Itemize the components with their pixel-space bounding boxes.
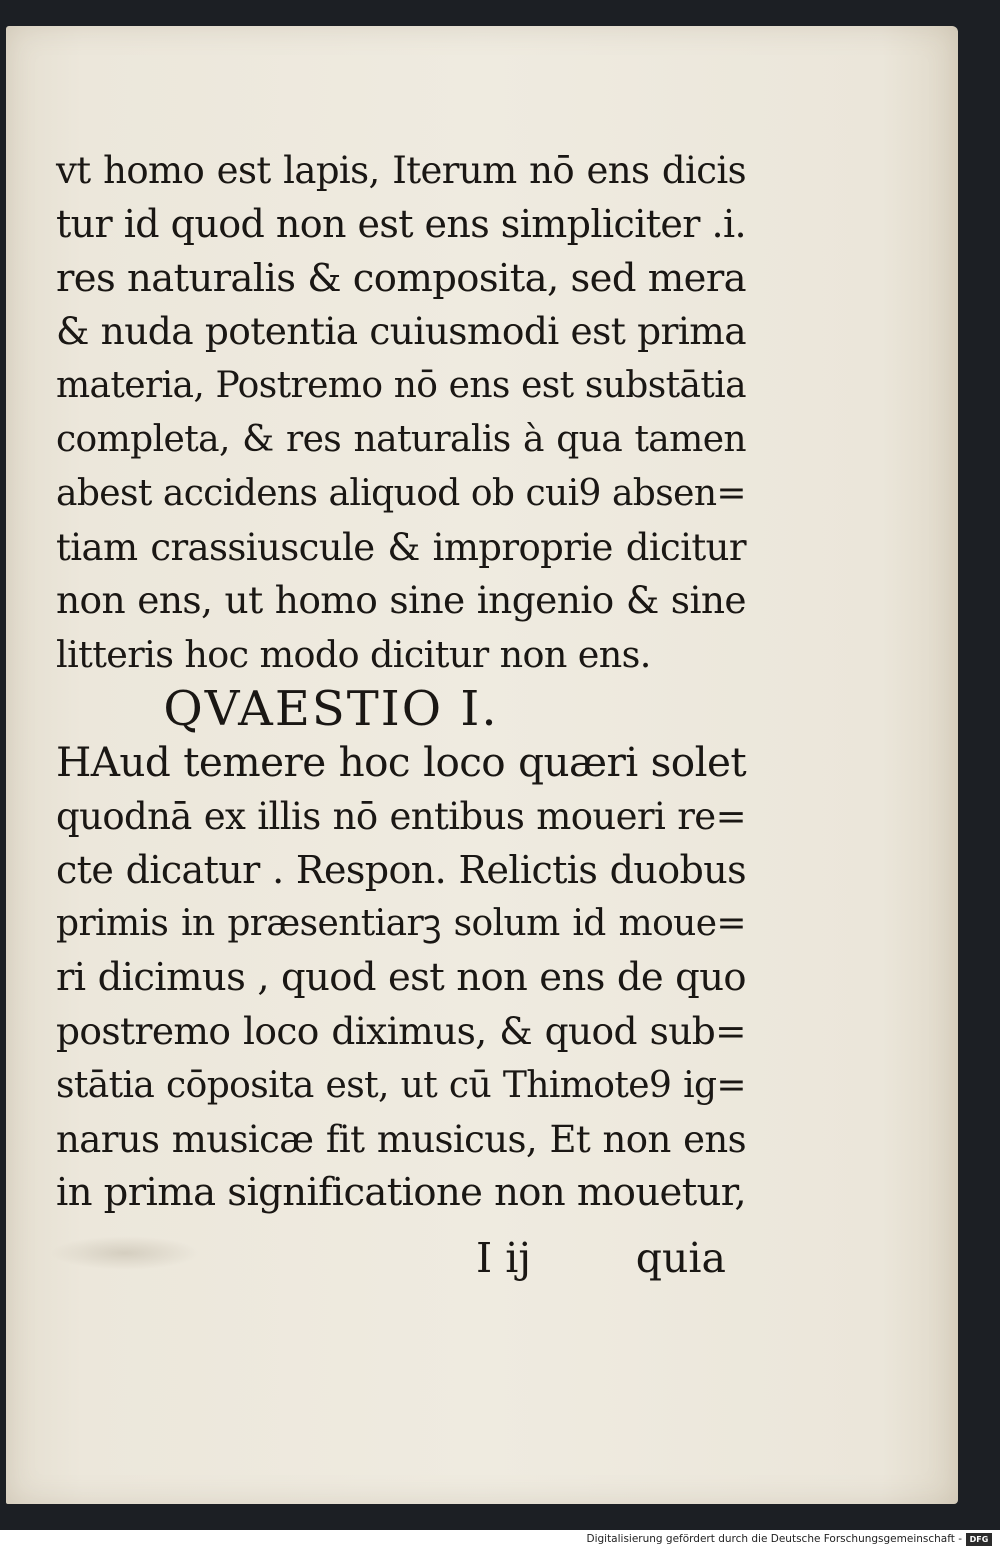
text-line: abest accidens aliquod ob cui9 absen= [56, 472, 746, 514]
text-line: materia, Postremo nō ens est substātia [56, 365, 746, 407]
signature-mark: I ij [476, 1234, 532, 1282]
text-line: primis in præsentiarꝫ solum id moue= [56, 903, 746, 945]
text-line: ri dicimus , quod est non ens de quo [56, 955, 746, 1001]
text-line: tur id quod non est ens simpliciter .i. [56, 201, 746, 246]
catchword: quia [635, 1234, 726, 1282]
text-line: in prima significatione non mouetur, [56, 1170, 746, 1216]
dfg-logo-icon: DFG [966, 1533, 992, 1546]
text-line: stātia cōposita est, ut cū Thimote9 ig= [56, 1064, 746, 1106]
text-line: HAud temere hoc loco quæri solet [56, 737, 746, 786]
text-line: postremo loco diximus, & quod sub= [56, 1008, 746, 1053]
text-line: completa, & res naturalis à qua tamen [56, 418, 746, 460]
digitization-banner [0, 1530, 1000, 1550]
text-line: litteris hoc modo dicitur non ens. [56, 633, 651, 677]
funding-credit: Digitalisierung gefördert durch die Deutsche Forschungsgemeinschaft - [586, 1533, 962, 1545]
text-line: quodnā ex illis nō entibus moueri re= [56, 794, 746, 838]
page-footer [476, 1234, 726, 1294]
text-line: vt homo est lapis, Iterum nō ens dicis [56, 149, 746, 192]
ink-smudge [50, 1236, 200, 1270]
body-text [56, 144, 746, 1220]
paper-page [6, 26, 958, 1504]
text-line: res naturalis & composita, sed mera [56, 255, 746, 301]
text-line: narus musicæ fit musicus, Et non ens [56, 1117, 746, 1161]
section-heading: QVAESTIO I. [163, 680, 499, 737]
text-line: tiam crassiuscule & improprie dicitur [56, 525, 746, 569]
text-line: cte dicatur . Respon. Relictis duobus [56, 847, 746, 892]
text-line: & nuda potentia cuiusmodi est prima [56, 309, 746, 354]
text-line: non ens, ut homo sine ingenio & sine [56, 578, 746, 623]
